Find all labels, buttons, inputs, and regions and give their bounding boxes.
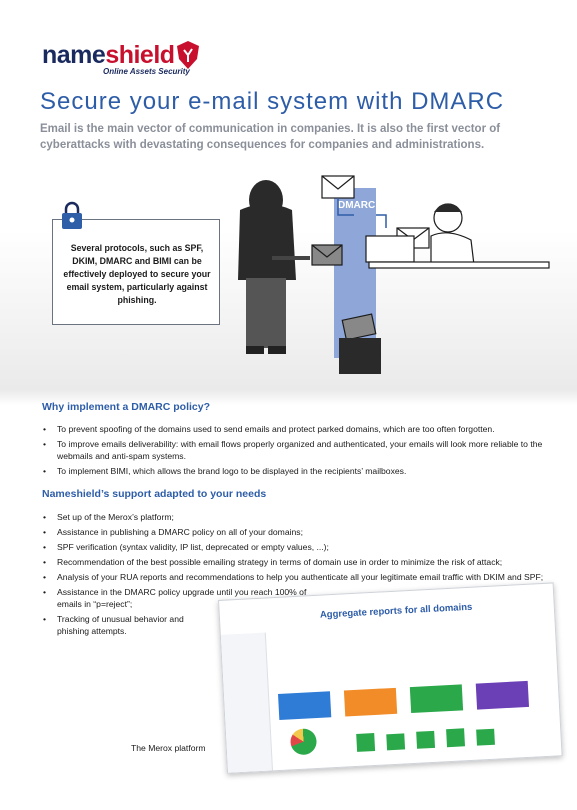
merox-screenshot — [218, 582, 563, 773]
list-item: • To prevent spoofing of the domains used to send emails and protect parked domains, which are too often forgotten. — [42, 423, 550, 435]
trash-bin-icon — [339, 338, 381, 374]
list-item: • Set up of the Merox’s platform; — [42, 511, 550, 523]
list-item: • Assistance in the DMARC policy upgrade until you reach 100% of emails in “p=reject”; — [42, 586, 327, 610]
screenshot-caption: The Merox platform — [131, 743, 206, 753]
why-heading: Why implement a DMARC policy? — [42, 401, 211, 413]
stat-tile — [344, 688, 397, 717]
bar-mark — [416, 731, 435, 749]
screenshot-sidebar — [221, 633, 273, 774]
intro-text: Email is the main vector of communication in companies. It is also the first vector of cyberattacks with devastating consequences for companies and administrations. — [40, 123, 501, 151]
list-item: • Analysis of your RUA reports and recommendations to help you authenticate all your legitimate email traffic with DKIM and SPF; — [42, 571, 550, 583]
lock-icon — [59, 201, 85, 231]
hacker-figure — [238, 180, 310, 354]
brand-tagline: Online Assets Security — [103, 67, 190, 76]
list-item: • SPF verification (syntax validity, IP list, deprecated or empty values, ...); — [42, 541, 550, 553]
stat-tile — [476, 681, 529, 710]
support-heading: Nameshield’s support adapted to your needs — [42, 488, 267, 500]
stat-tile — [278, 691, 331, 720]
page-title: Secure your e-mail system with DMARC — [40, 88, 505, 115]
phishing-illustration — [226, 170, 556, 375]
list-item: • Tracking of unusual behavior and phishing attempts. — [42, 613, 202, 637]
bar-mark — [476, 729, 495, 746]
bar-mark — [386, 733, 405, 750]
dmarc-label: DMARC — [338, 200, 376, 211]
screenshot-title: Aggregate reports for all domains — [319, 601, 473, 621]
pie-chart — [290, 728, 317, 755]
bar-mark — [356, 733, 375, 752]
list-item: • Assistance in publishing a DMARC policy on all of your domains; — [42, 526, 550, 538]
list-item: • To improve emails deliverability: with email flows properly organized and authenticated, your emails will look more reliable to the webmails and anti-spam systems. — [42, 438, 550, 462]
bar-mark — [446, 728, 465, 747]
why-list — [42, 423, 550, 480]
user-at-desk-figure — [366, 204, 549, 269]
brand-logo: nameshield — [42, 41, 175, 69]
list-item: • To implement BIMI, which allows the brand logo to be displayed in the recipients’ mailboxes. — [42, 465, 550, 477]
shield-logo-icon — [176, 40, 200, 70]
callout-text: Several protocols, such as SPF, DKIM, DMARC and BIMI can be effectively deployed to secure your email system, particularly against phishing. — [63, 243, 211, 305]
stat-tile — [410, 684, 463, 713]
list-item: • Recommendation of the best possible emailing strategy in terms of domain use in order to minimize the risk of attack; — [42, 556, 550, 568]
